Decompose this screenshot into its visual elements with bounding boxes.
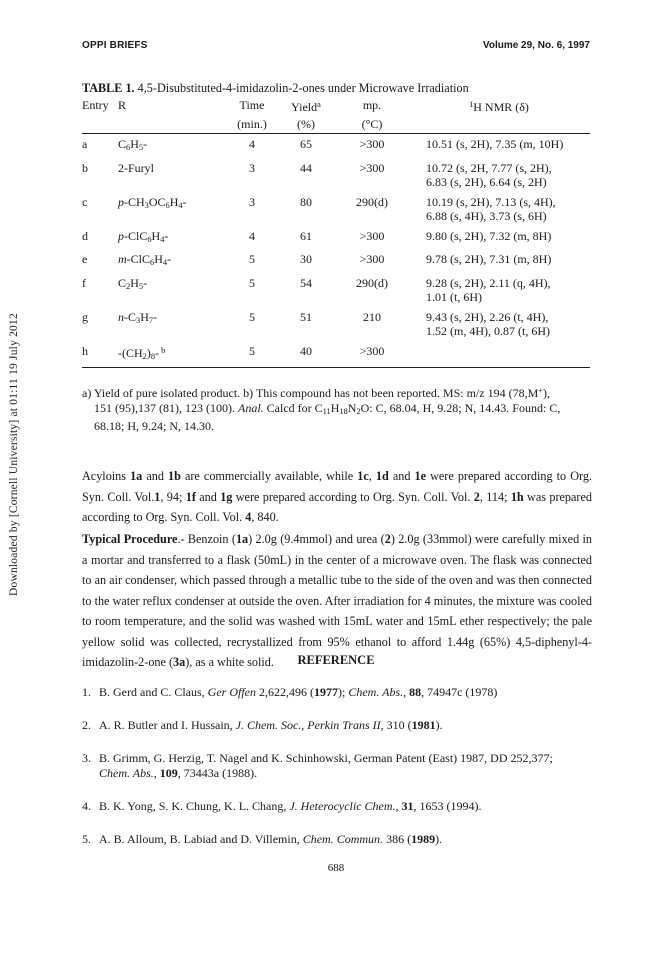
cell-r: $C_6H_5-$ [118,137,148,152]
col-time-header: Time [239,98,265,112]
table-row [82,226,590,250]
col-r-header: R [118,98,127,112]
cell-nmr [408,134,590,158]
cell-entry: a [82,137,88,151]
cell-mp: >300 [359,228,385,243]
reference-number: 3. [82,751,91,765]
reference-item [82,685,592,700]
table-row [82,134,590,158]
col-yield-header [276,98,336,117]
table-row [82,273,590,307]
nmr-line: 9.78 (s, 2H), 7.31 (m, 8H) [426,252,552,266]
nmr-line: 10.72 (s, 2H, 7.77 (s, 2H), [426,160,552,175]
cell-yield: 65 [300,137,312,151]
cell-r: $C_2H_5-$ [118,275,148,291]
cell-time: 5 [249,252,255,266]
nmr-line: 10.19 (s, 2H), 7.13 (s, 4H), [426,194,556,209]
reference-text: A. R. Butler and I. Hussain, J. Chem. Soc., Perkin Trans II, 310 (1981). [99,718,443,732]
cell-time: 5 [228,341,276,368]
nmr-line: 9.80 (s, 2H), 7.32 (m, 8H) [426,228,552,243]
cell-r: 2-Furyl [118,160,154,175]
cell-time: 4 [249,137,255,151]
cell-yield: 80 [300,194,312,209]
cell-r: $m-ClC_6H_4-$ [118,252,172,267]
table-caption [82,81,469,96]
cell-time: 4 [249,228,255,243]
col-nmr-label: H NMR (δ) [473,100,529,114]
cell-entry: d [82,228,88,243]
footnote-line-3: 68.18; H, 9.24; N, 14.30. [94,419,214,433]
col-yield-footnote-mark: a [317,100,321,109]
cell-mp: 210 [363,309,381,324]
table-footnote [82,383,590,434]
cell-nmr [408,192,590,226]
cell-mp: >300 [359,252,385,266]
cell-yield: 54 [300,275,312,290]
table-row [82,341,590,368]
reference-number: 2. [82,718,91,732]
reference-heading: REFERENCE [297,653,375,667]
cell-r: $n-C_3H_7-$ [118,309,158,325]
cell-nmr [408,341,590,368]
cell-yield: 61 [300,228,312,243]
reference-item [82,832,592,847]
cell-entry: c [82,194,88,209]
nmr-line: 9.43 (s, 2H), 2.26 (t, 4H), [426,309,549,324]
table-row [82,307,590,341]
cell-mp: 290(d) [356,275,388,290]
results-table [82,98,590,368]
volume-header: Volume 29, No. 6, 1997 [482,40,590,51]
journal-section-header: OPPI BRIEFS [82,40,148,51]
col-time-unit: (min.) [228,117,276,134]
cell-nmr [408,158,590,192]
table-row [82,249,590,273]
paragraph-typical-procedure: Typical Procedure.- Benzoin (1a) 2.0g (9.4mmol) and urea (2) 2.0g (33mmol) were carefully mixed in a mortar and transferred to a flask (50mL) in the center of a microwave oven. The flask was connected to an air condenser, which passed through a metallic tube to the side of the oven and was then connected to the water reflux condenser at outside the oven. After irradiation for 4 minutes, the mixture was cooled to room temperature, and the solid was washed with 15mL water and 15mL ether respectively; the pale yellow solid was collected, recrystallized from 95% ethanol to afford 1.44g (65%) 4,5-diphenyl-4-imidazolin-2-one (3a), as a white solid. [82,532,593,669]
reference-text: A. B. Alloum, B. Labiad and D. Villemin, Chem. Commun. 386 (1989). [99,832,443,846]
nmr-line: 1.52 (m, 4H), 0.87 (t, 6H) [426,324,550,338]
cell-yield: 30 [300,252,312,266]
download-watermark: Downloaded by [Cornell University] at 01:11 19 July 2012 [8,313,20,596]
cell-yield: 44 [300,160,312,175]
cell-mp: >300 [359,137,385,151]
cell-mp: >300 [359,160,385,175]
cell-time: 3 [249,160,255,175]
col-mp-unit: (°C) [336,117,408,134]
table-caption-label: TABLE 1. [82,81,135,95]
col-mp-header: mp. [362,98,382,112]
cell-entry: b [82,160,88,175]
reference-text: B. K. Yong, S. K. Chung, K. L. Chang, J. Heterocyclic Chem., 31, 1653 (1994). [99,799,482,813]
cell-time: 5 [249,309,255,324]
cell-mp: 290(d) [356,194,388,209]
table-row [82,192,590,226]
reference-item [82,718,592,733]
reference-text: B. Gerd and C. Claus, Ger Offen 2,622,496 (1977); Chem. Abs., 88, 74947c (1978) [99,685,498,699]
page-number: 688 [327,862,345,874]
col-yield-unit: (%) [276,117,336,134]
cell-nmr [408,226,590,250]
cell-yield: 40 [276,341,336,368]
cell-entry: f [82,275,86,290]
table-row [82,158,590,192]
cell-nmr [408,307,590,341]
cell-entry: e [82,252,88,266]
cell-entry: h [82,341,118,368]
cell-entry: g [82,309,88,324]
table-caption-text: 4,5-Disubstituted-4-imidazolin-2-ones under Microwave Irradiation [134,81,469,95]
cell-r: $-(CH_2)_8-$ $^b$ [118,341,228,368]
nmr-line: 10.51 (s, 2H), 7.35 (m, 10H) [426,137,564,151]
cell-yield: 51 [300,309,312,324]
col-nmr-header [408,98,590,117]
reference-item [82,751,592,781]
cell-nmr [408,273,590,307]
reference-list [82,685,592,865]
col-yield-label: Yield [291,100,318,114]
cell-r: $p-ClC_6H_4-$ [118,228,169,244]
nmr-line: 9.28 (s, 2H), 2.11 (q, 4H), [426,275,551,290]
reference-item [82,799,592,814]
nmr-line: 6.83 (s, 2H), 6.64 (s, 2H) [426,175,547,189]
footnote-line-2: 151 (95),137 (81), 123 (100). Anal. Calcd for $C_{11}H_{18}N_2O$: C, 68.04, H, 9.28; N, 14.43. Found: C, [94,401,561,416]
reference-text: B. Grimm, G. Herzig, T. Nagel and K. Schinhowski, German Patent (East) 1987, DD 252,377; Chem. Abs., 109, 73443a (1988). [99,751,553,780]
cell-mp: >300 [336,341,408,368]
reference-number: 1. [82,685,91,699]
cell-time: 5 [249,275,255,290]
cell-time: 3 [249,194,255,209]
nmr-line: 6.88 (s, 4H), 3.73 (s, 6H) [426,209,547,223]
reference-number: 5. [82,832,91,846]
cell-nmr [408,249,590,273]
cell-r: $p-CH_3OC_6H_4-$ [118,194,187,210]
col-entry-header: Entry [82,98,109,112]
nmr-line: 1.01 (t, 6H) [426,290,482,304]
reference-number: 4. [82,799,91,813]
footnote-line-1: a) Yield of pure isolated product. b) This compound has not been reported. MS: m/z 194 (78,M+), [82,386,550,400]
col-nmr-isotope: 1 [469,100,474,109]
paragraph-acyloins: Acyloins 1a and 1b are commercially available, while 1c, 1d and 1e were prepared according to Org. Syn. Coll. Vol.1, 94; 1f and 1g were prepared according to Org. Syn. Coll. Vol. 2, 114; 1h was prepared according to Org. Syn. Coll. Vol. 4, 840. [82,469,592,524]
